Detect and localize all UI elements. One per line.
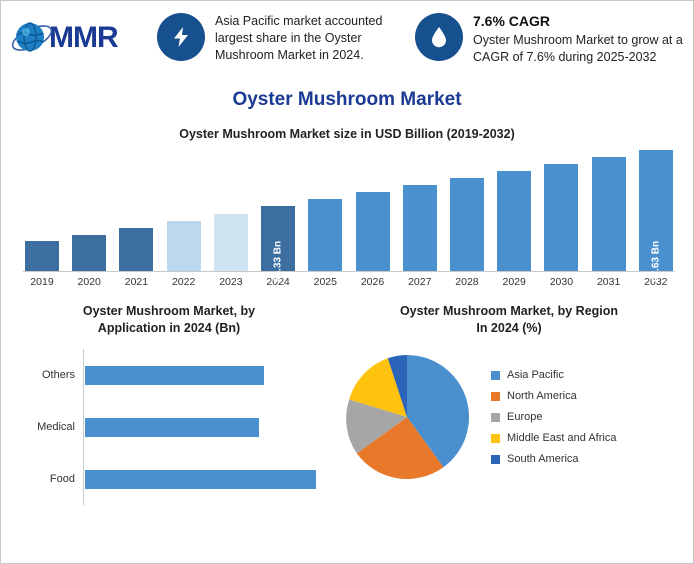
logo-text: MMR <box>49 21 118 54</box>
hbar-track <box>83 453 331 505</box>
x-label: 2028 <box>455 276 479 288</box>
bar-2027 <box>403 185 437 271</box>
x-label: 2023 <box>219 276 243 288</box>
hbar-label-food: Food <box>49 473 75 485</box>
legend-item <box>491 411 616 423</box>
x-label: 2019 <box>30 276 54 288</box>
region-chart-panel <box>331 303 693 533</box>
main-bar-chart <box>23 149 675 289</box>
header-text-asia-pacific: Asia Pacific market accounted largest share in the Oyster Mushroom Market in 2024. <box>215 14 383 62</box>
application-bars <box>7 349 331 505</box>
cagr-description: Oyster Mushroom Market to grow at a CAGR of 7.6% during 2025-2032 <box>473 33 683 64</box>
lower-section <box>1 303 693 533</box>
x-label: 2021 <box>124 276 149 288</box>
region-chart-title <box>331 303 687 337</box>
bar-column <box>448 149 486 271</box>
legend-swatch-asia-pacific <box>491 371 500 380</box>
legend-swatch-europe <box>491 413 500 422</box>
hbar-medical <box>85 418 259 437</box>
legend-label-south-america: South America <box>507 453 579 465</box>
region-legend <box>491 369 616 465</box>
legend-item <box>491 369 616 381</box>
bar-2031 <box>592 157 626 271</box>
legend-swatch-north-america <box>491 392 500 401</box>
application-chart-panel <box>1 303 331 533</box>
x-label: 2020 <box>77 276 101 288</box>
header-text-cagr <box>473 9 683 66</box>
header <box>1 1 693 93</box>
legend-swatch-south-america <box>491 455 500 464</box>
legend-label-europe: Europe <box>507 411 543 423</box>
hbar-food <box>85 470 316 489</box>
bar-column <box>165 149 203 271</box>
bar-2026 <box>356 192 390 271</box>
bar-2029 <box>497 171 531 271</box>
legend-item <box>491 390 616 402</box>
bar-column <box>495 149 533 271</box>
hbar-label-medical: Medical <box>37 421 75 433</box>
legend-label-middle-east-africa: Middle East and Africa <box>507 432 617 444</box>
x-label: 2026 <box>360 276 385 288</box>
lightning-bolt-icon <box>157 13 205 61</box>
legend-label-asia-pacific: Asia Pacific <box>507 369 564 381</box>
hbar-label-others: Others <box>41 369 75 381</box>
bar-2030 <box>544 164 578 271</box>
legend-swatch-middle-east-africa <box>491 434 500 443</box>
bar-column <box>23 149 61 271</box>
cagr-highlight: 7.6% CAGR <box>473 13 551 29</box>
x-label: 2022 <box>171 276 196 288</box>
page-title: Oyster Mushroom Market <box>232 89 462 110</box>
x-label: 2030 <box>549 276 574 288</box>
header-block-cagr <box>415 9 683 66</box>
bar-2021 <box>119 228 153 271</box>
region-pie-area <box>331 347 687 487</box>
application-chart-title-line2: Application in 2024 (Bn) <box>97 321 241 335</box>
legend-label-north-america: North America <box>507 390 577 402</box>
water-drop-icon <box>415 13 463 61</box>
bar-column <box>401 149 439 271</box>
bar-column <box>212 149 250 271</box>
bar-2023 <box>214 214 248 271</box>
application-chart-title <box>7 303 331 337</box>
x-label: 2025 <box>313 276 337 288</box>
bar-column <box>590 149 628 271</box>
bar-value-label-2024: 54.33 Bn <box>272 240 284 283</box>
region-pie-chart <box>337 347 477 487</box>
bar-2025 <box>308 199 342 271</box>
hbar-track <box>83 401 331 453</box>
bar-column <box>354 149 392 271</box>
x-label: 2031 <box>596 276 621 288</box>
legend-item <box>491 453 616 465</box>
hbar-row <box>7 453 331 505</box>
bar-column <box>70 149 108 271</box>
hbar-others <box>85 366 264 385</box>
x-label: 2027 <box>408 276 432 288</box>
region-chart-title-line1: Oyster Mushroom Market, by Region <box>399 304 619 318</box>
header-block-asia-pacific <box>157 9 415 64</box>
bar-2019 <box>25 241 59 271</box>
bar-value-label-2032: 97.63 Bn <box>650 240 662 283</box>
bar-2020 <box>72 235 106 271</box>
globe-icon <box>9 15 55 61</box>
bar-2028 <box>450 178 484 271</box>
hbar-row <box>7 349 331 401</box>
x-label: 2032 <box>644 276 668 288</box>
main-chart-title: Oyster Mushroom Market size in USD Billion (2019-2032) <box>179 127 515 141</box>
region-chart-title-line2: In 2024 (%) <box>476 321 542 335</box>
bar-column <box>306 149 344 271</box>
bar-column <box>542 149 580 271</box>
x-axis-line <box>23 271 675 272</box>
x-label: 2029 <box>502 276 526 288</box>
application-chart-title-line1: Oyster Mushroom Market, by <box>82 304 256 318</box>
hbar-row <box>7 401 331 453</box>
x-label: 2024 <box>266 276 290 288</box>
bar-column <box>117 149 155 271</box>
hbar-track <box>83 349 331 401</box>
x-axis-labels <box>23 276 675 288</box>
brand-logo <box>9 9 157 61</box>
legend-item <box>491 432 616 444</box>
bar-2022 <box>167 221 201 271</box>
